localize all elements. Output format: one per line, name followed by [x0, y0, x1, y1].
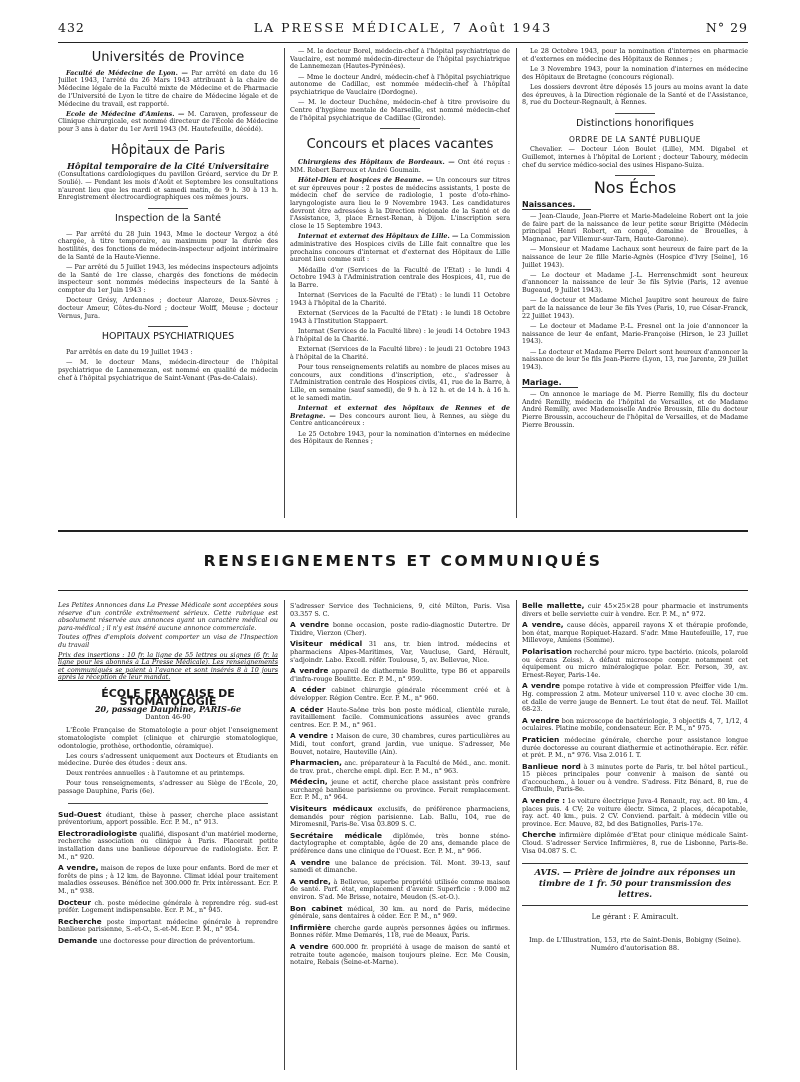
section-title-universites: Universités de Province — [91, 50, 245, 65]
classified-ad: Bon cabinet médical, 30 km. au nord de Paris, médecine générale, sans dentaires à céder. Ecr. P. M., n° 969. — [290, 903, 510, 921]
distinctions-text: Chevalier. — Docteur Léon Boulet (Lille), MM. Digabel et Guillemot, internes à l'hôpital de Lorient ; docteur Taboury, médecin chef du service médico-social des usines Hispano-Suiza. — [522, 145, 748, 169]
naissance-item: — Monsieur et Madame Lachaux sont heureux de faire part de la naissance de leur 2e fille Marie-Agnès (Hospice d'Ivry [Seine], 16 Juillet 1943). — [522, 245, 748, 269]
section-title-inspection: Inspection de la Santé — [115, 213, 221, 225]
divider — [615, 175, 655, 176]
psy-p1: Par arrêtés en date du 19 Juillet 1943 : — [66, 348, 193, 357]
naissance-item: — Le docteur et Madame J.-L. Herrenschmidt sont heureux d'annoncer la naissance de leur 3e fils Sylvie (Paris, 12 avenue Bugeaud, 9 Juillet 1943). — [522, 270, 748, 295]
classified-ad: Infirmière cherche garde auprès personnes âgées ou infirmes. Bonnes référ. Mme Demarés, 118, rue de Meaux, Paris. — [290, 922, 510, 940]
column-2 — [290, 48, 510, 520]
issue-number: N° 29 — [705, 20, 748, 35]
classified-ad: A vendre : Maison de cure, 30 chambres, cures particulières au Midi, tout confort, grand jardin, vue unique. S'adresser, Me Bouvet, notaire, Hauteville (Ain). — [290, 731, 510, 756]
amiens-notice: Ecole de Médecine d'Amiens. — M. Caraven, professeur de Clinique chirurgicale, est nommé directeur de l'École de Médecine pour 3 ans à dater du 1er Avril 1943 (M. Hautefeuille, décédé). — [58, 109, 278, 134]
naissances-label: Naissances. — [522, 201, 591, 210]
lyon-notice: Faculté de Médecine de Lyon. — Par arrêté en date du 16 Juillet 1943, l'arrêté du 26 Mars 1943 attribuant à la chaire de Médecine légale de la Faculté mixte de Médecine et de Pharmacie de l'Université de Lyon le titre de chaire de Médecine légale et de Médecine du travail, est rapporté. — [58, 68, 278, 108]
divider — [148, 208, 188, 209]
lille-item: Externat (Services de la Faculté de l'Etat) : le lundi 18 Octobre 1943 à l'Institution Stappaert. — [290, 309, 510, 325]
col2-top-1: — M. le docteur Borel, médecin-chef à l'hôpital psychiatrique de Vauclaire, est nommé médecin-directeur de l'hôpital psychiatrique de Lannemezan (Hautes-Pyrénées). — [290, 48, 510, 71]
column-rule — [284, 600, 285, 1070]
lille-item: Externat (Services de la Faculté libre) : le jeudi 21 Octobre 1943 à l'hôpital de la Charité. — [290, 345, 510, 361]
rennes-notice: Internat et externat des hôpitaux de Rennes et de Bretagne. — Des concours auront lieu, à Rennes, au siège du Centre anticancéreux : — [290, 403, 510, 428]
inspection-p2: — Par arrêté du 5 Juillet 1943, les médecins inspecteurs adjoints de la Santé de 1re classe, chargés des fonctions de médecin inspecteur sont nommés médecins inspecteurs de la Santé à compter du 1er Juin 1943 : — [58, 263, 278, 295]
newspaper-page — [58, 0, 748, 1082]
imprint-line: Imp. de L'Illustration, 153, rte de Saint-Denis, Bobigny (Seine). — [529, 935, 741, 944]
stomatologie-text: Les cours s'adressent uniquement aux Docteurs et Étudiants en médecine. Durée des études : deux ans. — [58, 751, 278, 768]
classified-ad: Cherche infirmière diplômée d'Etat pour clinique médicale Saint-Cloud. S'adresser Service Infirmières, 8, rue de Lisbonne, Paris-8e. Visa 04.087 S. C. — [522, 830, 748, 855]
section-rule — [58, 590, 748, 591]
lille-item: Internat (Services de la Faculté de l'Etat) : le lundi 11 Octobre 1943 à l'hôpital de la Charité. — [290, 291, 510, 307]
avis-notice: AVIS. — Prière de joindre aux réponses un timbre de 1 fr. 50 pour transmission des lettres. — [522, 863, 748, 906]
classified-ad: Docteur ch. poste médecine générale à reprendre rég. sud-est préfér. Logement indispensable. Ecr. P. M., n° 945. — [58, 897, 278, 915]
renseignements-title: RENSEIGNEMENTS ET COMMUNIQUÉS — [203, 552, 603, 570]
col2-top-3: — M. le docteur Duchêne, médecin-chef à titre provisoire du Centre d'hygiène mentale de Marseille, est nommé médecin-chef de l'hôpital psychiatrique de Cadillac (Gironde). — [290, 98, 510, 122]
column-rule — [284, 48, 285, 518]
inspection-p1: — Par arrêté du 28 Juin 1943, Mme le docteur Vergoz a été chargée, à titre temporaire, au maximum pour la durée des hostilités, des fonctions de médecin-inspecteur adjoint intérimaire de la Santé de la Haute-Vienne. — [58, 229, 278, 261]
ads-intro: Prix des insertions : 10 fr. la ligne de 55 lettres ou signes (6 fr. la ligne pour les abonnés à La Presse Médicale). Les renseignements et communiqués se paient à l'avance et sont insérés 8 à 10 jours après la réception de leur mandat. — [58, 650, 278, 682]
stomatologie-text: L'École Française de Stomatologie a pour objet l'enseignement stomatologiste complet (clinique et chirurgie stomatologique, odontologie, prothèse, orthodontie, céramique). — [58, 726, 278, 750]
classified-ad: Visiteurs médicaux exclusifs, de préférence pharmaciens, demandés pour région parisienne. Lab. Ballu, 104, rue de Miromesnil, Paris-8e. Visa 03.809 S. C. — [290, 804, 510, 829]
stomatologie-title: ÉCOLE FRANÇAISE DE STOMATOLOGIE — [101, 686, 235, 708]
ads-intro: Les Petites Annonces dans La Presse Médicale sont acceptées sous réserve d'un contrôle extrêmement sérieux. Cette rubrique est absolument réservée aux annonces ayant un caractère médical ou para-médical ; il n'y est inséré aucune annonce commerciale. — [58, 602, 278, 632]
lille-notice: Internat et externat des Hôpitaux de Lille. — La Commission administrative des Hospices civils de Lille fait connaître que les prochains concours d'internat et d'externat des Hôpitaux de Lille auront lieu comme suit : — [290, 232, 510, 264]
inspection-p3: Docteur Grésy, Ardennes ; docteur Alaroze, Deux-Sèvres ; docteur Ameur, Côtes-du-Nord ; docteur Wolff, Meuse ; docteur Vernus, Jura. — [58, 296, 278, 320]
ads-column-3 — [522, 602, 748, 1072]
col2-top-2: — Mme le docteur André, médecin-chef à l'hôpital psychiatrique autonome de Cadillac, est nommée médecin-chef à l'hôpital psychiatrique de Vauclaire (Dordogne). — [290, 72, 510, 97]
rennes-dossiers: Les dossiers devront être déposés 15 jours au moins avant la date des épreuves, à la Direction régionale de la Santé et de l'Assistance, 8, rue du Docteur-Regnault, à Rennes. — [522, 82, 748, 107]
beaune-notice: Hôtel-Dieu et hospices de Beaune. — Un concours sur titres et sur épreuves pour : 2 postes de médecins assistants, 1 poste de médecin chef de service de radiologie, 1 poste d'oto-rhino-laryngologiste aura lieu le 9 Novembre 1943. Les candidatures devront être adressées à la Direction régionale de la Santé et de l'Assistance, 3, place Ernest-Renan, à Dijon. L'inscription sera close le 15 Septembre 1943. — [290, 175, 510, 231]
classified-ad: Secrétaire médicale diplômée, très bonne sténo-dactylographe et comptable, âgée de 20 ans, demande place de préférence dans une clinique de l'Ouest. Ecr. P. M., n° 966. — [290, 830, 510, 856]
hopital-temporaire-text: (Consultations cardiologiques du pavillon Gréard, service du Dr P. Soulié). — Pendant les mois d'Août et Septembre les consultations n'auront lieu que les mardi et samedi matin, de 9 h. 30 à 13 h. Enregistrement électrocardiographiques ces mêmes jours. — [58, 170, 278, 202]
page-header — [58, 14, 748, 43]
classified-ad: S'adresser Service des Techniciens, 9, cité Milton, Paris. Visa 03.357 S. C. — [290, 602, 510, 618]
mariage-text: — On annonce le mariage de M. Pierre Remilly, fils du docteur André Remilly, médecin de l'hôpital de Versailles, et de Madame André Remilly, avec Mademoiselle Andrée Broussin, fille du docteur Pierre Broussin, accoucheur de l'hôpital de Versailles, et de Madame Pierre Broussin. — [522, 389, 748, 429]
classified-ad: Demande une doctoresse pour direction de préventorium. — [58, 935, 256, 945]
section-title-psychiatriques: HOPITAUX PSYCHIATRIQUES — [101, 331, 235, 343]
classified-ad: A vendre une balance de précision. Tél. Mont. 39-13, sauf samedi et dimanche. — [290, 857, 510, 875]
rennes-date-1: Le 25 Octobre 1943, pour la nomination d'internes en médecine des Hôpitaux de Rennes ; — [290, 429, 510, 446]
hopital-temporaire-heading: Hôpital temporaire de la Cité Universitaire — [67, 160, 269, 171]
page-number: 432 — [58, 20, 85, 35]
column-3 — [522, 48, 748, 520]
classified-ad: A vendre, maison de repos de luxe pour enfants. Bord de mer et forêts de pins ; à 12 km. de Bayonne. Climat idéal pour traitement maladies osseuses. Bénéfice net 300.000 fr. Prix intéressant. Ecr. P. M., n° 938. — [58, 863, 278, 895]
divider — [615, 113, 655, 114]
rennes-date-3: Le 3 Novembre 1943, pour la nomination d'internes en médecine des Hôpitaux de Bretagne (concours régional). — [522, 64, 748, 81]
column-rule — [516, 48, 517, 518]
journal-title: LA PRESSE MÉDICALE, 7 Août 1943 — [253, 20, 553, 35]
classified-ad: A vendre 600.000 fr. propriété à usage de maison de santé et retraite toute agencée, maison toujours pleine. Ecr. Me Cousin, notaire, Rebais (Seine-et-Marne). — [290, 941, 510, 967]
lille-item: Internat (Services de la Faculté libre) : le jeudi 14 Octobre 1943 à l'hôpital de la Charité. — [290, 327, 510, 343]
divider — [68, 803, 268, 804]
lille-item: Pour tous renseignements relatifs au nombre de places mises au concours, aux conditions d'inscription, etc., s'adresser à l'Administration centrale des Hospices civils, 41, rue de la Barre, à Lille, en semaine (sauf samedi), de 9 h. à 12 h. et de 14 h. à 16 h. et le samedi matin. — [290, 362, 510, 402]
mariage-label: Mariage. — [522, 379, 578, 388]
classified-ad: Polarisation recherché pour micro. type bactério. (nicols, polaroïd ou écrans Zeiss). A défaut microscope compr. notamment cet équipement ou micro minéralogique polar. Ecr. Person, 39, av. Ernest-Reyer, Paris-14e. — [522, 646, 748, 679]
divider — [380, 128, 420, 129]
psy-p2: — M. le docteur Mans, médecin-directeur de l'hôpital psychiatrique de Lannemezan, est nommé en qualité de médecin chef à l'hôpital psychiatrique de Saint-Venant (Pas-de-Calais). — [58, 358, 278, 382]
ads-column-1 — [58, 602, 278, 1072]
gerant-line: Le gérant : F. Amiracult. — [591, 913, 679, 922]
classified-ad: Recherche poste important médecine générale à reprendre banlieue parisienne, S.-et-O., S.-et-M. Ecr. P. M., n° 954. — [58, 916, 278, 934]
naissance-item: — Le docteur et Madame Michel Jaupitre sont heureux de faire part de la naissance de leur 3e fils Yves (Paris, 10, rue César-Franck, 22 Juillet 1943). — [522, 296, 748, 320]
naissance-item: — Le docteur et Madame Pierre Delort sont heureux d'annoncer la naissance de leur 5e fils Jean-Pierre (Lyon, 13, rue Jarente, 29 Juillet 1943). — [522, 347, 748, 371]
lille-item: Médaille d'or (Services de la Faculté de l'Etat) : le lundi 4 Octobre 1943 à l'Administration centrale des Hospices, 41, rue de la Barre. — [290, 265, 510, 290]
ordre-sante-publique: ORDRE DE LA SANTÉ PUBLIQUE — [568, 134, 701, 144]
naissance-item: — Jean-Claude, Jean-Pierre et Marie-Madeleine Robert ont la joie de faire part de la naissance de leur petite sœur Brigitte (Médecin principal Henri Robert, en congé, domaine de Brouelles, à Magnanac, par Villemur-sur-Tarn, Haute-Garonne). — [522, 211, 748, 243]
column-rule — [516, 600, 517, 1070]
stomatologie-phone: Danton 46-90 — [145, 712, 191, 721]
classified-ad: Belle mallette, cuir 45×25×28 pour pharmacie et instruments divers et belle serviette cuir à vendre. Ecr. P. M., n° 972. — [522, 602, 748, 618]
ads-column-2 — [290, 602, 510, 1072]
divider — [148, 140, 188, 141]
section-rule — [58, 530, 748, 532]
stomatologie-text: Pour tous renseignements, s'adresser au Siège de l'École, 20, passage Dauphine, Paris (6e). — [58, 779, 278, 795]
classified-ad: A vendre bon microscope de bactériologie, 3 objectifs 4, 7, 1/12, 4 oculaires. Platine mobile, condensateur. Ecr. P. M., n° 975. — [522, 715, 748, 733]
ads-intro: Toutes offres d'emplois doivent comporter un visa de l'Inspection du travail — [58, 633, 278, 649]
classified-ad: A vendre bonne occasion, poste radio-diagnostic Dutertre. Dr Tixidre, Vierzon (Cher). — [290, 620, 510, 637]
stomatologie-address: 20, passage Dauphine, PARIS-6e — [94, 704, 242, 715]
classified-ad: A céder cabinet chirurgie générale récemment créé et à développer. Région Centre. Ecr. P. M., n° 960. — [290, 685, 510, 702]
classified-ad: Banlieue nord à 3 minutes porte de Paris, tr. bel hôtel particul., 15 pièces principales pour convenir à maison de santé ou d'accouchem., à louer ou à vendre. S'adress. Fitz Bénard, 8, rue de Greffhule, Paris-8e. — [522, 761, 748, 794]
classified-ad: A vendre, à Bellevue, superbe propriété utilisée comme maison de santé. Parf. état, emplacement d'avenir. Superficie : 9.000 m2 environ. S'ad. Me Brisse, notaire, Meudon (S.-et-O.). — [290, 876, 510, 901]
section-title-hopitaux: Hôpitaux de Paris — [110, 142, 226, 158]
classified-ad: A vendre pompe rotative à vide et compression Pfeiffer vide 1/m. Hg. compression 2 atm. Moteur universel 110 v. avec cloche 30 cm. et dalle de verre jauge de Bennert. Le tout état de neuf. Tél. Maillot 68-23. — [522, 681, 748, 714]
bordeaux-notice: Chirurgiens des Hôpitaux de Bordeaux. — Ont été reçus : MM. Robert Barroux et André Goumain. — [290, 158, 510, 174]
divider — [148, 326, 188, 327]
section-title-echos: Nos Échos — [593, 178, 677, 198]
classified-ad: A vendre appareil de diathermie Boulitte, type B6 et appareils d'infra-rouge Boulitte. Ecr. P. M., n° 959. — [290, 666, 510, 683]
authorization-number: Numéro d'autorisation 88. — [590, 943, 680, 952]
section-title-concours: Concours et places vacantes — [306, 137, 494, 153]
classified-ad: A vendre : 1e voiture électrique Juva-4 Renault, ray. act. 80 km., 4 places puis. 4 CV; 2e voiture électr. Simca, 2 places, décapotable, ray. act. 40 km., puis. 2 CV. Conviend. parfait. à médecin ville ou province. Ecr. Mauve, 82, bd des Batignolles, Paris-17e. — [522, 796, 748, 828]
classified-ad: Praticien médecine générale, cherche pour assistance longue durée doctoresse au courant diathermie et actinothérapie. Ecr. référ. et prét. P. M., n° 976. Visa 2.016 I. T. — [522, 734, 748, 760]
classified-ad: Sud-Ouest étudiant, thèse à passer, cherche place assistant préventorium, apport possible. Ecr. P. M., n° 913. — [58, 809, 278, 827]
classified-ad: Electroradiologiste qualifié, disposant d'un matériel moderne, recherche association ou clinique à Paris. Placerait petite installation dans une banlieue dépourvue de radiologiste. Ecr. P. M., n° 920. — [58, 828, 278, 861]
naissance-item: — Le docteur et Madame P.-L. Fresnel ont la joie d'annoncer la naissance de leur 4e enfant, Marie-Françoise (Hirson, le 23 Juillet 1943). — [522, 321, 748, 346]
column-1 — [58, 48, 278, 520]
section-title-distinctions: Distinctions honorifiques — [576, 117, 694, 129]
stomatologie-text: Deux rentrées annuelles : à l'automne et au printemps. — [66, 769, 245, 778]
classified-ad: Pharmacien, anc. préparateur à la Faculté de Méd., anc. monit. de trav. prat., cherche empl. dipl. Ecr. P. M., n° 963. — [290, 758, 510, 775]
classified-ad: A céder Haute-Saône très bon poste médical, clientèle rurale, ravitaillement facile. Communications assurées avec grands centres. Ecr. P. M., n° 961. — [290, 704, 510, 729]
classified-ad: Visiteur médical 31 ans, tr. bien introd. médecins et pharmaciens Alpes-Maritimes, Var, Vaucluse, Gard, Hérault, s'adjoindr. Labo. Excell. référ. Toulouse, 5, av. Bellevue, Nice. — [290, 639, 510, 664]
rennes-date-2: Le 28 Octobre 1943, pour la nomination d'internes en pharmacie et d'externes en médecine des Hôpitaux de Rennes ; — [522, 48, 748, 63]
classified-ad: A vendre, cause décès, appareil rayons X et thérapie profonde, bon état, marque Ropiquet-Hazard. S'adr. Mme Hautefeuille, 17, rue Millevoye, Amiens (Somme). — [522, 620, 748, 645]
classified-ad: Médecin, jeune et actif, cherche place assistant près confrère surchargé banlieue parisienne ou province. Ferait remplacement. Ecr. P. M., n° 964. — [290, 777, 510, 802]
